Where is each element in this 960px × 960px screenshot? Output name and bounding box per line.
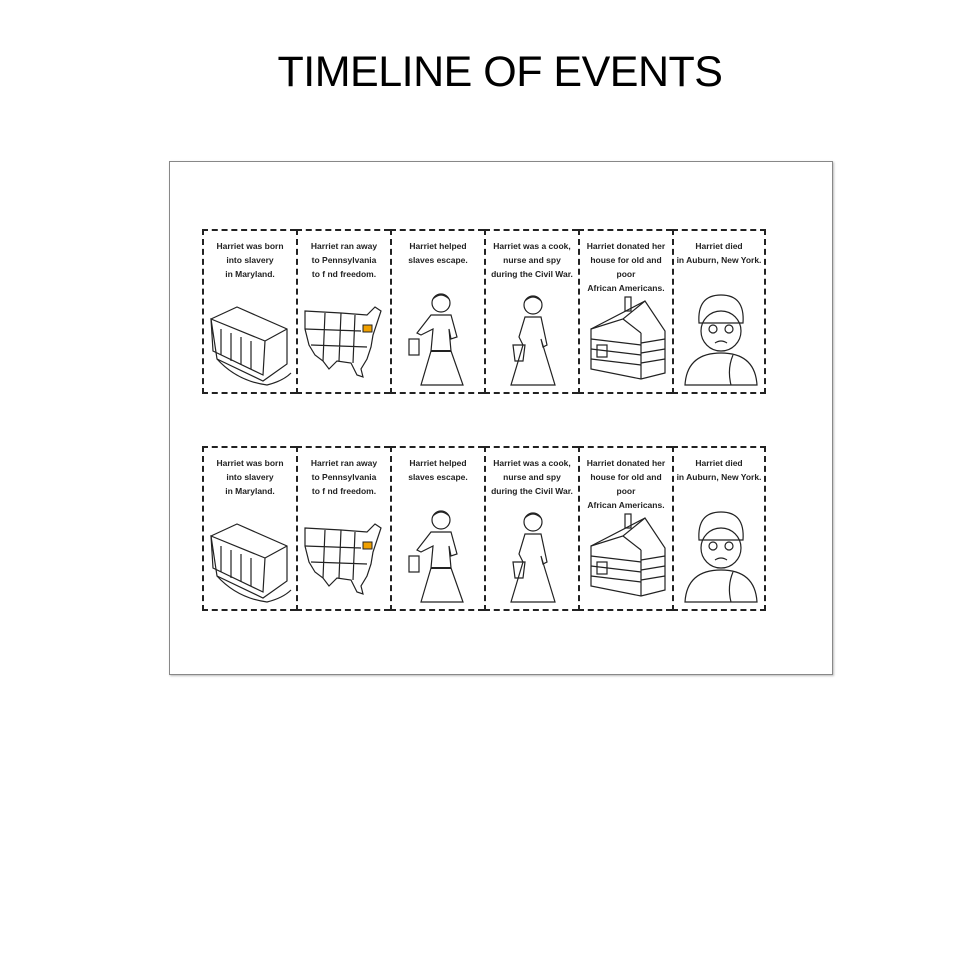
card-caption: Harriet helped slaves escape.	[408, 458, 468, 482]
card-caption: Harriet donated her house for old and poor African Americans.	[586, 241, 666, 293]
card-caption: Harriet was born into slavery in Maryland.	[216, 458, 284, 496]
card-caption: Harriet died in Auburn, New York.	[676, 241, 762, 265]
woman-lantern-icon	[395, 506, 481, 606]
timeline-card	[484, 229, 578, 394]
woman-lantern-icon	[395, 289, 481, 389]
card-caption: Harriet ran away to Pennsylvania to f nd freedom.	[310, 241, 378, 279]
timeline-card	[202, 446, 296, 611]
timeline-card	[484, 446, 578, 611]
timeline-card	[578, 229, 672, 394]
card-caption: Harriet was a cook, nurse and spy during the Civil War.	[491, 241, 573, 279]
log-cabin-icon	[583, 506, 669, 606]
card-caption: Harriet was born into slavery in Maryland.	[216, 241, 284, 279]
timeline-card	[672, 446, 766, 611]
card-caption: Harriet donated her house for old and poor African Americans.	[586, 458, 666, 510]
harriet-portrait-icon	[677, 506, 763, 606]
cradle-icon	[207, 506, 293, 606]
woman-bucket-icon	[489, 289, 575, 389]
timeline-card	[296, 229, 390, 394]
us-map-icon	[301, 506, 387, 606]
card-caption: Harriet ran away to Pennsylvania to f nd freedom.	[310, 458, 378, 496]
timeline-card	[296, 446, 390, 611]
timeline-card	[390, 229, 484, 394]
log-cabin-icon	[583, 289, 669, 389]
timeline-card	[578, 446, 672, 611]
worksheet-panel	[169, 161, 833, 675]
cradle-icon	[207, 289, 293, 389]
card-caption: Harriet helped slaves escape.	[408, 241, 468, 265]
timeline-card	[202, 229, 296, 394]
card-caption: Harriet died in Auburn, New York.	[676, 458, 762, 482]
timeline-card	[390, 446, 484, 611]
timeline-row	[202, 229, 766, 394]
page-title: TIMELINE OF EVENTS	[277, 48, 723, 96]
us-map-icon	[301, 289, 387, 389]
timeline-card	[672, 229, 766, 394]
woman-bucket-icon	[489, 506, 575, 606]
timeline-row	[202, 446, 766, 611]
harriet-portrait-icon	[677, 289, 763, 389]
card-caption: Harriet was a cook, nurse and spy during the Civil War.	[491, 458, 573, 496]
